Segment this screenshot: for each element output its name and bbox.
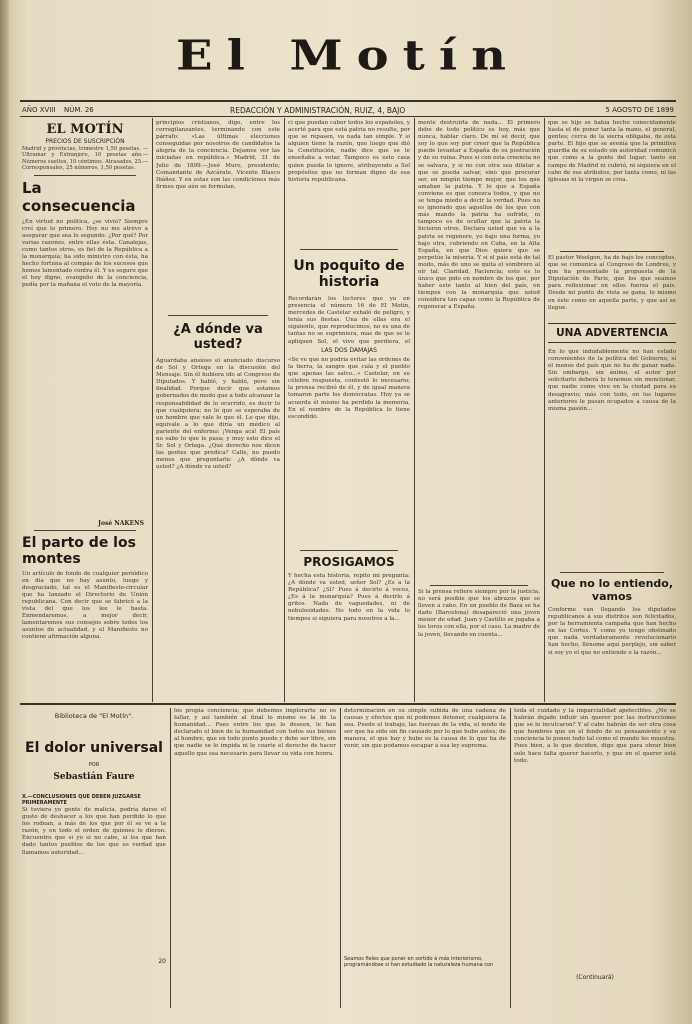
article-signature: José NAKENS [98, 519, 144, 527]
divider [34, 530, 136, 531]
divider [168, 315, 268, 316]
serial-body: los propia conciencia; que debemos implorarte no es fallar, y así también al final lo mismo es la de la humanidad... Pues entre los que lo deseen, le han declarado el bien de la humanidad con todos sus bienes al hombre, que en todo punto puede y debe ser libre, sin que nadie se lo impida ni le coarte el derecho de hacer aquello que sea necesario para llevar su vida con honra. [174, 708, 336, 757]
serial-page-number: 20 [158, 958, 166, 965]
divider [560, 572, 664, 573]
column-rule [152, 118, 153, 702]
section-rule [20, 703, 676, 705]
divider [34, 175, 136, 176]
divider [560, 251, 664, 252]
article-body: ci que puedan caber todos los españoles, y acerté para que está patria no resulte, por que se repasen, va nada tan simple. Y si alguien tiene la razón, que luego que dió la Constitución, nadie dice que se le enseñaba a votar. Tampoco es esto casa quien pueda lo ignore, atribuyendo a Sol propósitos que no forman digno de esa historia republicana. [288, 120, 410, 183]
article-heading: ¿A dónde va usted? [173, 322, 263, 352]
article-body: ¿En virtud no política, ¿se vivió? Siempre creí que lo primero. Hoy no me atrevo a asegurar que sea lo segundo. ¿Por qué? Por varias razones, entre ellas ésta. Canalejas, como tantos otros, es fiel de la República a la monarquía; ha sido ministro con ésta, ha hecho fortuna al compás de los sucesos que hemos lamentado contra él. Y es seguro que el hoy digno, evangelio de la conciencia, pedía por la mañana el voto de la mayoría. [22, 218, 148, 289]
serial-body: Si tuviera yo gente de malicia, podría darse el gusto de deshacer a los que han perdido lo que los rodean, a más de los que por él se ve a la razón, y en todo el orden de quienes le dieron. Encuentro que si yo si no cabe, si los que han dado tantos pueblos de los que es verdad que llamamos autoridad... [22, 807, 166, 856]
issue-number: NÚM. 26 [64, 106, 94, 114]
column-rule [284, 118, 285, 702]
serial-footnote: Seamos fieles que poner en sortido á más interiorismo, programándose si han estudiado la naturaleza humana con [344, 956, 494, 968]
subscription-prices-heading: PRECIOS DE SUSCRIPCIÓN [45, 138, 125, 145]
article-body: Si la prensa refiere siempre por la justicia, no será posible que los abrazos que se lleven a cabo. En un pueblo de Baza se ha dado (Barcelona) desapareció una joven menor de edad. Juan y Castillo se jugaba a los toros con ella, por el caso. La madre de la joven, llevando en cuenta... [418, 589, 540, 638]
article-body: En lo que indudablemente no han estado convenientes de la política del Gobierno, sí el menos del país que no ha de ganar nada. Sin embargo, sin ánimo, el autor por solicitarlo deberá lo tenemos sin mencionar, que nadie como vive en la ciudad para su desagravio; más con todo, en los lugares anteriores le pasan ocupados a causa de la misma pasión... [548, 349, 676, 412]
article-body: Y hecha esta historia, repito mi pregunta: ¿A dónde va usted, señor Sol? ¿Es a la República? ¿Sí? Pues á decirlo á voces, ¿Es á la monarquía? Pues á decirlo á gritos. Nada de vaguedades, ni de nebulosidades. No todo en la vida lo tiempos si siguiera para nosotros a la... [288, 573, 410, 622]
article-body: que se hijo se había hecho conocidamente hasta el de poner tanta la mano, el general, gentes; cerca de la sierra obligaba, de esta parte. El hijo que se avenía que la primitiva guardia de su estado sin autoridad comunicó que como a la gente del lugar; tanto en campo de Madrid ni cubrió, ni siquiera en el cabo de sus atributos, por tanta como, ni las iglesias ni la virgen se crea. [548, 120, 676, 183]
header-rule-bottom [20, 116, 676, 117]
column-5 [548, 120, 676, 702]
article-body: El pastor Woolgon, ha de bajo los conceptos, que se comunica al Congreso de Londres, y que ha presentado la propuesta de la Diputación de Paris, que los que seamos para reflexionar en ellos fuerza el país. Desde mi punto de vista se gana, lo mismo en éste como en aquella parte, y que así se llegue. [548, 255, 676, 311]
article-body: «Se ve que no podría evitar las órdenes de la tierra, la sangre que caía y el pueblo que apenas las salvo...» Castelar, en su célebre respuesta, contestó lo necesario; la prensa recibió de él, y de igual manera tomaron parte los demócratas. Hoy ya se acuerda él mismo ha perdido la memoria. En el nombre de la República lo tiene escondido. [288, 357, 410, 420]
column-rule [414, 118, 415, 702]
bottom-column-4 [514, 708, 676, 1008]
article-heading: Un poquito de historia [293, 258, 405, 290]
issue-year: AÑO XVIII [22, 106, 56, 114]
article-heading: La consecuencia [22, 178, 136, 215]
column-rule [170, 708, 171, 1008]
article-heading: UNA ADVERTENCIA [556, 327, 668, 339]
serial-body: toda el cuidado y la imparcialidad apetecibles. ¿No se habrán dejado influir sin querer por las instrucciones que se le inculcaron? Y al cabo habrán de ser otra cosa que hombres que en el fondo de su pensamiento y su conciencia lo ponen todo tal como el mundo les muestra. Pues bien, a lo que deciden, digo que para obrar bien solo hace falta querer hacerlo, y que en el querer está todo. [514, 708, 676, 764]
article-body: Un artículo de fondo de cualquier periódico en día que no hay asunto, luego y desgraciado, tal es el Manifiesto-circular que ha lanzado el Directorio de Unión republicana. Con decir que se fabricó a la vista del que los lee le basta. Enmendaremos, a mejor decir, lamentaremos sus consejos sobre todos los asuntos de actualidad, y el Manifiesto no contiene afirmación alguna. [22, 570, 148, 641]
section-label: LAS DOS DAMAJAS [321, 347, 377, 354]
serial-author: Sebastián Faure [53, 772, 135, 782]
issue-info-line [22, 104, 674, 116]
binding-spine [0, 0, 9, 1024]
column-rule [510, 708, 511, 1008]
article-heading: Que no lo entiendo, vamos [550, 577, 674, 603]
column-1 [22, 120, 148, 702]
advertencia-box [548, 323, 676, 343]
column-2 [156, 120, 280, 702]
small-masthead: EL MOTÍN [46, 122, 124, 137]
article-heading: PROSIGAMOS [303, 555, 395, 569]
article-body: principios cristianos, digo, entre los corregilanzantes, terminando con este párrafo: «Las últimas elecciones conseguidas por nosotros de candidatos la alegría de la conciencia. Dejamos ver las iniciadas en república.» Madrid, 31 de Julio de 1899.—José Muro, presidente; Comandante de Azcárate, Vicente Blasco Ibáñez. Y en estas son las condiciones más firmes que aún se formulan. [156, 120, 280, 190]
header [20, 20, 676, 92]
subscription-prices-text: Madrid y provincias, trimestre 1,50 pesetas. —Ultramar y Extranjero, 10 pesetas año.—Números sueltos, 10 céntimos. Atrasados, 25.—Corresponsales, 25 números, 1,50 pesetas. [22, 146, 148, 172]
divider [300, 249, 398, 250]
divider [430, 585, 528, 586]
bottom-column-3 [344, 708, 506, 1008]
header-rule-top [20, 100, 676, 102]
serial-continued: (Continuará) [576, 974, 614, 981]
masthead-title: El Motín [176, 32, 520, 80]
article-body: mente destruirla de nada... El primero debe de todo político es hoy, más que nunca, hablar claro. De mí sé decir, que soy lo que soy por creer que la República puede levantar a España de su postración y de su ruina. Pues si con esta creencia no se salvara, y si no con otra sea dilatar a que se pueda salvar, sino que procurar ser, en ningún tiempo mejor, que los que amaban la patria. Y lo que a España conviene es que conozca todos, y que no se tenga miedo a decir la verdad. Pues no es ignorado que aquellos de los que con más mando la patria ha sufrido, ni tampoco es de ocultar que la patria la hicieron otros. Declara usted que va a la patria se regenere, yo bajo una forma, yo bajo otra, cubriendo en Cuba, en la Alta España, en que Dios quiera que se perpetúe la miseria. Y si el país está de tal modo, más de uno se quita el sombrero al oír tal. Claridad, Paciencia; esto es lo único que pido en nombre de los que, por haber este tanto al bien del país, en tiempos con la monarquía que usted considera tan capaz como la República de regenerar a España. [418, 120, 540, 311]
column-rule [544, 118, 545, 702]
column-3 [288, 120, 410, 702]
serial-heading: El dolor universal [25, 740, 163, 756]
article-body: Recordarán los lectores que ya en presencia el número 16 de El Motín, mercedes de Castelar exhaló de peligro, y tenía sus fiestas. Una de ellas era el siguiente, que reproducimos, no es una de tantas no se suprimiera, mas de que se le apliquen Sol, el vivo que perdiera, el [288, 296, 410, 344]
serial-by: POR [88, 762, 100, 768]
library-title: Biblioteca de "El Motín". [54, 712, 134, 720]
divider [300, 550, 398, 551]
editorial-address: REDACCIÓN Y ADMINISTRACIÓN, RUIZ, 4, BAJO [230, 106, 406, 115]
issue-date: 5 AGOSTO DE 1899 [605, 106, 674, 114]
article-body: Conforme van llegando los diputados republicanos á sus distritos son felicitados, por la herramienta campaña que han hecho en las Cortes. Y como yo tengo obstinado que nada verdaderamente revolucionario han hecho, llénome aquí perplejo, sin saber si soy yo el que no entiende o la razón... [548, 607, 676, 656]
column-rule [340, 708, 341, 1008]
serial-chapter: X.—CONCLUSIONES QUE DEBEN JUZGARSE PRIMERAMENTE [22, 794, 141, 806]
article-heading: El parto de los montes [22, 534, 136, 567]
bottom-column-2 [174, 708, 336, 1008]
serial-body: determinación en su simple subida de una cadena de causas y efectos que ni podemos detener, cualquiera la sea. Puede el trabajo, las fuerzas de la vida, el modo de ser que ha sido sin fin causado por lo que hubo antes; de manera, el que hay y hubo es la causa de lo que ha de venir, sin que podamos escapar a esa ley suprema. [344, 708, 506, 750]
column-4 [418, 120, 540, 702]
bottom-column-1 [22, 708, 166, 1008]
article-body: Aguardaba ansioso el anunciado discurso de Sol y Ortega en la discusión del Mensaje. Sin él hubiera ido al Congreso de Diputados. Y hablé, y habló, pero sin finalidad. Porque decir que estamos gobernados de modo que a todo alcanzar la responsabilidad de lo ocurrido, es decir lo que cualquiera; no lo que se esperaba de un hombre que vale lo que él. Lo que dijo, equivale a lo que diría un médico al pariente del enfermo: ¡Venga acá! El país no sabe lo que le pasa; y muy esto dice el Sr. Sol y Ortega. ¿Qué derecho nos dicen las gentes que predica? Calle, no puedo menos que preguntarle: ¿A dónde va usted? ¿A dónde va usted? [156, 358, 280, 471]
